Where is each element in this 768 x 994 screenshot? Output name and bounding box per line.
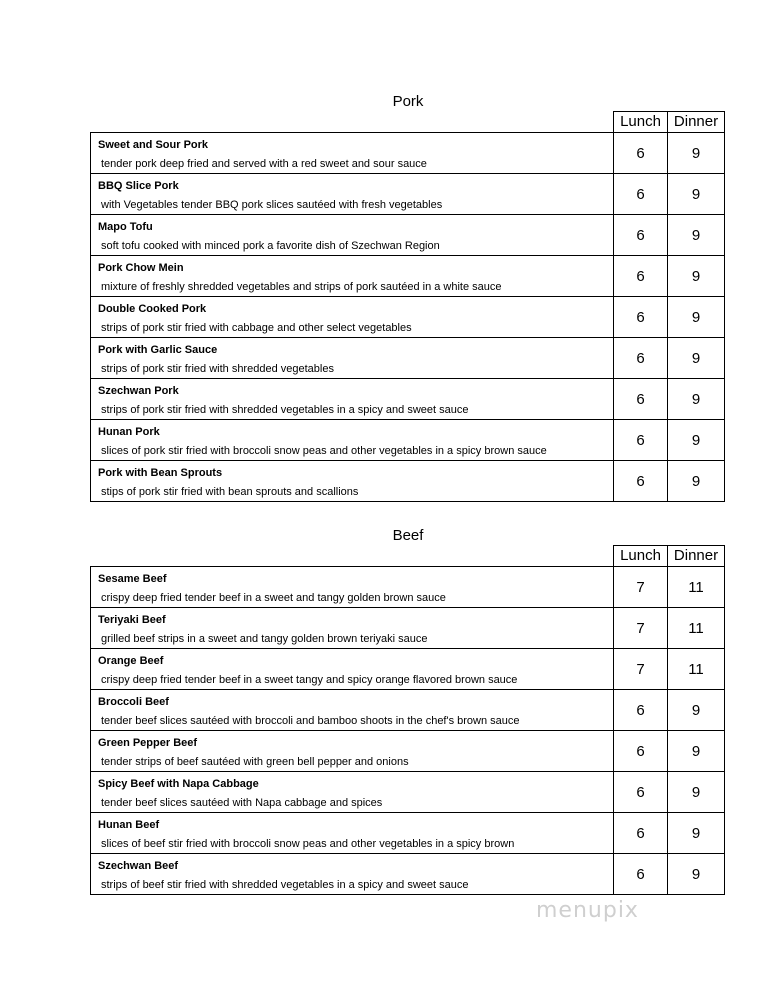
menu-item-row (91, 420, 725, 461)
dinner-price: 9 (668, 461, 725, 502)
menu-item-row (91, 731, 725, 772)
lunch-price: 7 (614, 608, 668, 649)
menu-item-description: strips of beef stir fried with shredded vegetables in a spicy and sweet sauce (101, 879, 469, 891)
lunch-price: 6 (614, 731, 668, 772)
menu-item-name: Teriyaki Beef (98, 614, 166, 626)
menu-item-cell (91, 256, 614, 297)
menu-item-cell (91, 215, 614, 256)
lunch-price: 6 (614, 297, 668, 338)
menu-item-cell (91, 690, 614, 731)
section-title: Beef (392, 527, 424, 544)
menu-item-row (91, 256, 725, 297)
lunch-price: 6 (614, 338, 668, 379)
menu-item-row (91, 608, 725, 649)
menu-item-row (91, 772, 725, 813)
menu-item-cell (91, 133, 614, 174)
menu-item-name: Orange Beef (98, 655, 164, 667)
menu-item-name: Green Pepper Beef (98, 737, 198, 749)
menu-item-name: Hunan Beef (98, 819, 160, 831)
menu-item-cell (91, 338, 614, 379)
menu-item-description: tender beef slices sautéed with broccoli and bamboo shoots in the chef's brown sauce (101, 715, 520, 727)
beef-menu-table (90, 545, 725, 895)
menu-item-name: Mapo Tofu (98, 221, 153, 233)
lunch-price: 6 (614, 174, 668, 215)
dinner-header: Dinner (668, 112, 725, 133)
menu-item-row (91, 854, 725, 895)
menu-item-name: Broccoli Beef (98, 696, 169, 708)
menu-item-name: Pork with Garlic Sauce (98, 344, 218, 356)
dinner-price: 9 (668, 256, 725, 297)
lunch-price: 6 (614, 772, 668, 813)
menu-item-description: mixture of freshly shredded vegetables and strips of pork sautéed in a white sauce (101, 281, 502, 293)
menu-item-description: tender pork deep fried and served with a red sweet and sour sauce (101, 158, 427, 170)
header-row (91, 112, 725, 133)
lunch-price: 6 (614, 215, 668, 256)
menu-item-cell (91, 174, 614, 215)
menu-item-name: Sesame Beef (98, 573, 167, 585)
menu-item-cell (91, 813, 614, 854)
menu-item-name: Pork with Bean Sprouts (98, 467, 223, 479)
dinner-price: 9 (668, 690, 725, 731)
menu-item-description: tender beef slices sautéed with Napa cabbage and spices (101, 797, 383, 809)
lunch-header: Lunch (614, 112, 668, 133)
dinner-price: 9 (668, 854, 725, 895)
menu-item-row (91, 338, 725, 379)
dinner-price: 9 (668, 379, 725, 420)
menu-item-description: crispy deep fried tender beef in a sweet tangy and spicy orange flavored brown sauce (101, 674, 518, 686)
menu-item-description: with Vegetables tender BBQ pork slices sautéed with fresh vegetables (101, 199, 443, 211)
menu-item-row (91, 461, 725, 502)
lunch-price: 6 (614, 690, 668, 731)
menu-item-cell (91, 772, 614, 813)
dinner-price: 11 (668, 649, 725, 690)
menu-item-description: stips of pork stir fried with bean sprouts and scallions (101, 486, 359, 498)
dinner-price: 9 (668, 133, 725, 174)
pork-menu-table (90, 111, 725, 502)
menu-item-row (91, 133, 725, 174)
menu-item-row (91, 297, 725, 338)
dinner-price: 11 (668, 567, 725, 608)
menu-item-description: strips of pork stir fried with shredded vegetables (101, 363, 334, 375)
menu-item-description: crispy deep fried tender beef in a sweet and tangy golden brown sauce (101, 592, 446, 604)
menu-item-description: grilled beef strips in a sweet and tangy golden brown teriyaki sauce (101, 633, 428, 645)
dinner-price: 9 (668, 420, 725, 461)
watermark-logo: menupix (536, 898, 639, 923)
menu-item-name: Szechwan Pork (98, 385, 179, 397)
menu-item-description: tender strips of beef sautéed with green bell pepper and onions (101, 756, 409, 768)
menu-item-description: strips of pork stir fried with shredded vegetables in a spicy and sweet sauce (101, 404, 469, 416)
menu-item-row (91, 567, 725, 608)
menu-item-description: slices of pork stir fried with broccoli snow peas and other vegetables in a spicy brown sauce (101, 445, 547, 457)
header-spacer (91, 112, 614, 133)
menu-item-name: Sweet and Sour Pork (98, 139, 209, 151)
menu-item-cell (91, 649, 614, 690)
header-row (91, 546, 725, 567)
menu-item-cell (91, 379, 614, 420)
lunch-price: 6 (614, 256, 668, 297)
menu-item-name: Double Cooked Pork (98, 303, 207, 315)
menu-item-row (91, 379, 725, 420)
menu-item-row (91, 174, 725, 215)
menu-item-row (91, 215, 725, 256)
lunch-price: 6 (614, 420, 668, 461)
menu-item-cell (91, 567, 614, 608)
menu-item-cell (91, 854, 614, 895)
menu-item-name: BBQ Slice Pork (98, 180, 179, 192)
lunch-price: 6 (614, 133, 668, 174)
dinner-price: 9 (668, 813, 725, 854)
menu-item-row (91, 690, 725, 731)
menu-item-cell (91, 461, 614, 502)
dinner-price: 9 (668, 731, 725, 772)
menu-item-description: soft tofu cooked with minced pork a favorite dish of Szechwan Region (101, 240, 440, 252)
menu-item-name: Spicy Beef with Napa Cabbage (98, 778, 259, 790)
lunch-header: Lunch (614, 546, 668, 567)
menu-item-name: Hunan Pork (98, 426, 160, 438)
menu-item-cell (91, 420, 614, 461)
lunch-price: 7 (614, 649, 668, 690)
lunch-price: 6 (614, 813, 668, 854)
menu-item-cell (91, 297, 614, 338)
dinner-price: 9 (668, 174, 725, 215)
dinner-header: Dinner (668, 546, 725, 567)
menu-item-description: strips of pork stir fried with cabbage and other select vegetables (101, 322, 412, 334)
dinner-price: 11 (668, 608, 725, 649)
lunch-price: 6 (614, 461, 668, 502)
dinner-price: 9 (668, 772, 725, 813)
lunch-price: 7 (614, 567, 668, 608)
lunch-price: 6 (614, 379, 668, 420)
menu-item-cell (91, 608, 614, 649)
menu-item-row (91, 813, 725, 854)
dinner-price: 9 (668, 215, 725, 256)
menu-item-row (91, 649, 725, 690)
menu-item-description: slices of beef stir fried with broccoli snow peas and other vegetables in a spicy brown (101, 838, 515, 850)
header-spacer (91, 546, 614, 567)
menu-item-cell (91, 731, 614, 772)
dinner-price: 9 (668, 297, 725, 338)
menu-item-name: Pork Chow Mein (98, 262, 184, 274)
lunch-price: 6 (614, 854, 668, 895)
section-title: Pork (392, 93, 424, 110)
menu-item-name: Szechwan Beef (98, 860, 179, 872)
dinner-price: 9 (668, 338, 725, 379)
